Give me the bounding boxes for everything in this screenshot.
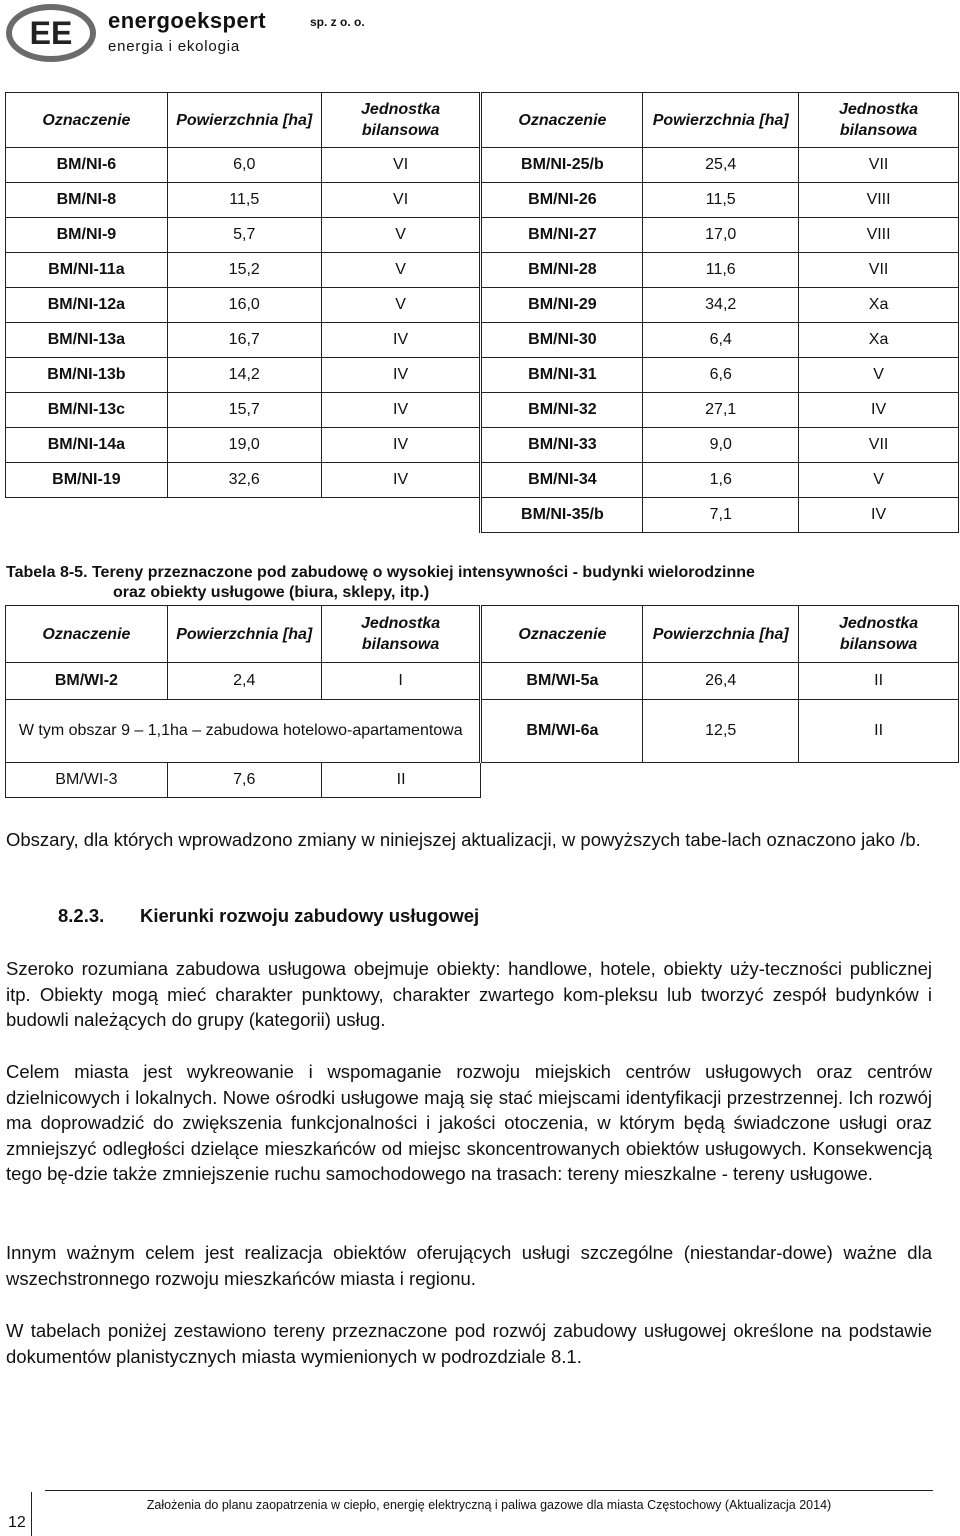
table-row — [6, 148, 959, 183]
cell-unit: VI — [321, 148, 481, 183]
company-logo — [4, 2, 98, 64]
cell-unit: VII — [799, 148, 959, 183]
cell-code: BM/NI-13a — [6, 323, 168, 358]
cell-code: BM/NI-25/b — [481, 148, 643, 183]
cell-unit: V — [799, 358, 959, 393]
cell-unit: IV — [321, 428, 481, 463]
cell-code — [6, 498, 168, 533]
section-title: Kierunki rozwoju zabudowy usługowej — [140, 905, 480, 926]
table-row — [6, 323, 959, 358]
cell-area: 11,5 — [643, 183, 799, 218]
cell-unit: IV — [321, 323, 481, 358]
brand-tagline: energia i ekologia — [108, 38, 240, 55]
caption-line-2: oraz obiekty usługowe (biura, sklepy, itp.) — [113, 584, 430, 601]
cell-code: BM/NI-35/b — [481, 498, 643, 533]
caption-line-1: Tabela 8-5. Tereny przeznaczone pod zabudowę o wysokiej intensywności - budynki wielorodzinne — [6, 564, 755, 581]
header-cell: Oznaczenie — [6, 606, 168, 663]
cell-code: BM/NI-26 — [481, 183, 643, 218]
cell-code: BM/NI-29 — [481, 288, 643, 323]
cell-area: 6,0 — [167, 148, 321, 183]
cell-unit: IV — [799, 393, 959, 428]
cell-area: 14,2 — [167, 358, 321, 393]
paragraph-tables-intro: W tabelach poniżej zestawiono tereny przeznaczone pod rozwój zabudowy usługowej określone na podstawie dokumentów planistycznych miasta wymienionych w podrozdziale 8.1. — [6, 1320, 932, 1367]
cell-unit — [321, 498, 481, 533]
cell-area: 19,0 — [167, 428, 321, 463]
table-row — [6, 663, 959, 700]
cell-area: 25,4 — [643, 148, 799, 183]
page-number: 12 — [8, 1514, 26, 1531]
cell-area: 6,6 — [643, 358, 799, 393]
cell-unit: IV — [799, 498, 959, 533]
section-heading — [58, 905, 479, 927]
cell-area: 6,4 — [643, 323, 799, 358]
brand-suffix: sp. z o. o. — [310, 15, 365, 29]
cell-code: BM/NI-33 — [481, 428, 643, 463]
header-cell: Oznaczenie — [6, 93, 168, 148]
cell-code: BM/NI-13b — [6, 358, 168, 393]
cell-area: 15,2 — [167, 253, 321, 288]
table-row — [6, 463, 959, 498]
cell-code: BM/NI-28 — [481, 253, 643, 288]
cell-unit: V — [321, 218, 481, 253]
cell-code: BM/NI-9 — [6, 218, 168, 253]
cell-area: 5,7 — [167, 218, 321, 253]
section-number: 8.2.3. — [58, 905, 105, 926]
cell-unit: IV — [321, 358, 481, 393]
company-header — [4, 2, 474, 68]
cell-area: 16,7 — [167, 323, 321, 358]
cell-area: 27,1 — [643, 393, 799, 428]
table-row — [6, 253, 959, 288]
cell-unit: Xa — [799, 288, 959, 323]
table-row — [6, 183, 959, 218]
cell-unit: VII — [799, 253, 959, 288]
table-row — [6, 358, 959, 393]
paragraph-goals: Celem miasta jest wykreowanie i wspomaganie rozwoju miejskich centrów usługowych oraz centrów dzielnicowych i lokalnych. Nowe ośrodki usługowe mają się stać miejscami identyfikacji przestrzennej. Ich rozwój ma doprowadzić do zwiększenia funkcjonalności i jakości otoczenia, w którym będą świadczone usługi oraz zmniejszyć odległości dzielące mieszkańców od miejsc skoncentrowanych obiektów usługowych. Konsekwencją tego bę-dzie także zmniejszenie ruchu samochodowego na trasach: tereny mieszkalne - tereny usługowe. — [6, 1061, 932, 1184]
header-cell: Jednostka bilansowa — [799, 606, 959, 663]
cell-unit: II — [799, 663, 959, 700]
cell-code: BM/NI-13c — [6, 393, 168, 428]
cell-unit: V — [321, 253, 481, 288]
cell-area: 34,2 — [643, 288, 799, 323]
cell-code: BM/NI-34 — [481, 463, 643, 498]
cell-unit: VII — [799, 428, 959, 463]
cell-unit: V — [799, 463, 959, 498]
cell-area — [167, 498, 321, 533]
paragraph-definition: Szeroko rozumiana zabudowa usługowa obejmuje obiekty: handlowe, hotele, obiekty uży-teczności publicznej itp. Obiekty mogą mieć charakter punktowy, charakter zwartego kom-pleksu lub tworzyć zespół budynków i budowli należących do grupy (kategorii) usług. — [6, 958, 932, 1030]
cell-code: BM/NI-27 — [481, 218, 643, 253]
header-cell: Jednostka bilansowa — [799, 93, 959, 148]
footer-rule — [45, 1490, 933, 1491]
table-wI — [5, 605, 959, 798]
table-row — [6, 288, 959, 323]
cell-unit: IV — [321, 463, 481, 498]
brand-name: energoekspert — [108, 8, 267, 33]
cell-code: BM/NI-19 — [6, 463, 168, 498]
table-nI — [5, 92, 959, 533]
table-row — [6, 218, 959, 253]
cell-area: 7,1 — [643, 498, 799, 533]
cell-area: 2,4 — [167, 663, 321, 700]
cell-area: 11,6 — [643, 253, 799, 288]
header-cell: Powierzchnia [ha] — [167, 93, 321, 148]
cell-unit: II — [799, 700, 959, 763]
cell-area: 17,0 — [643, 218, 799, 253]
cell-area: 1,6 — [643, 463, 799, 498]
page-number-divider — [31, 1492, 32, 1536]
table-body — [6, 148, 959, 533]
table-row — [6, 393, 959, 428]
cell-area: 7,6 — [167, 763, 321, 798]
cell-unit: VIII — [799, 183, 959, 218]
header-cell: Oznaczenie — [481, 606, 643, 663]
cell-code: BM/NI-8 — [6, 183, 168, 218]
cell-unit: VI — [321, 183, 481, 218]
logo-text: EE — [29, 15, 73, 51]
cell-unit: IV — [321, 393, 481, 428]
header-cell: Oznaczenie — [481, 93, 643, 148]
table-row — [6, 498, 959, 533]
cell-unit: Xa — [799, 323, 959, 358]
cell-code: BM/NI-6 — [6, 148, 168, 183]
cell-area: 16,0 — [167, 288, 321, 323]
cell-code: BM/WI-2 — [6, 663, 168, 700]
paragraph-changes: Obszary, dla których wprowadzono zmiany w niniejszej aktualizacji, w powyższych tabe-lach oznaczono jako /b. — [6, 829, 921, 850]
cell-code: BM/NI-14a — [6, 428, 168, 463]
cell-code: BM/NI-31 — [481, 358, 643, 393]
cell-area: 26,4 — [643, 663, 799, 700]
table-caption — [6, 563, 946, 603]
cell-area: 12,5 — [643, 700, 799, 763]
paragraph-special: Innym ważnym celem jest realizacja obiektów oferujących usługi szczególne (niestandar-dowe) ważne dla wszechstronnego rozwoju mieszkańców miasta i regionu. — [6, 1242, 932, 1289]
cell-code: BM/NI-12a — [6, 288, 168, 323]
cell-unit: I — [321, 663, 481, 700]
cell-code: BM/WI-3 — [6, 763, 168, 798]
cell-code: BM/WI-6a — [481, 700, 643, 763]
header-cell: Powierzchnia [ha] — [643, 93, 799, 148]
header-cell: Powierzchnia [ha] — [643, 606, 799, 663]
cell-area: 11,5 — [167, 183, 321, 218]
cell-area: 15,7 — [167, 393, 321, 428]
cell-area: 32,6 — [167, 463, 321, 498]
cell-unit: II — [321, 763, 481, 798]
cell-code: BM/NI-11a — [6, 253, 168, 288]
header-cell: Powierzchnia [ha] — [167, 606, 321, 663]
cell-note: W tym obszar 9 – 1,1ha – zabudowa hotelowo-apartamentowa — [6, 700, 481, 763]
table-row — [6, 763, 959, 798]
cell-code: BM/NI-30 — [481, 323, 643, 358]
header-cell: Jednostka bilansowa — [321, 606, 481, 663]
cell-unit: V — [321, 288, 481, 323]
cell-code: BM/NI-32 — [481, 393, 643, 428]
table-row — [6, 428, 959, 463]
header-cell: Jednostka bilansowa — [321, 93, 481, 148]
footer-text: Założenia do planu zaopatrzenia w ciepło, energię elektryczną i paliwa gazowe dla miasta Częstochowy (Aktualizacja 2014) — [146, 1498, 832, 1512]
table-row — [6, 700, 959, 763]
cell-unit: VIII — [799, 218, 959, 253]
cell-area: 9,0 — [643, 428, 799, 463]
cell-code: BM/WI-5a — [481, 663, 643, 700]
